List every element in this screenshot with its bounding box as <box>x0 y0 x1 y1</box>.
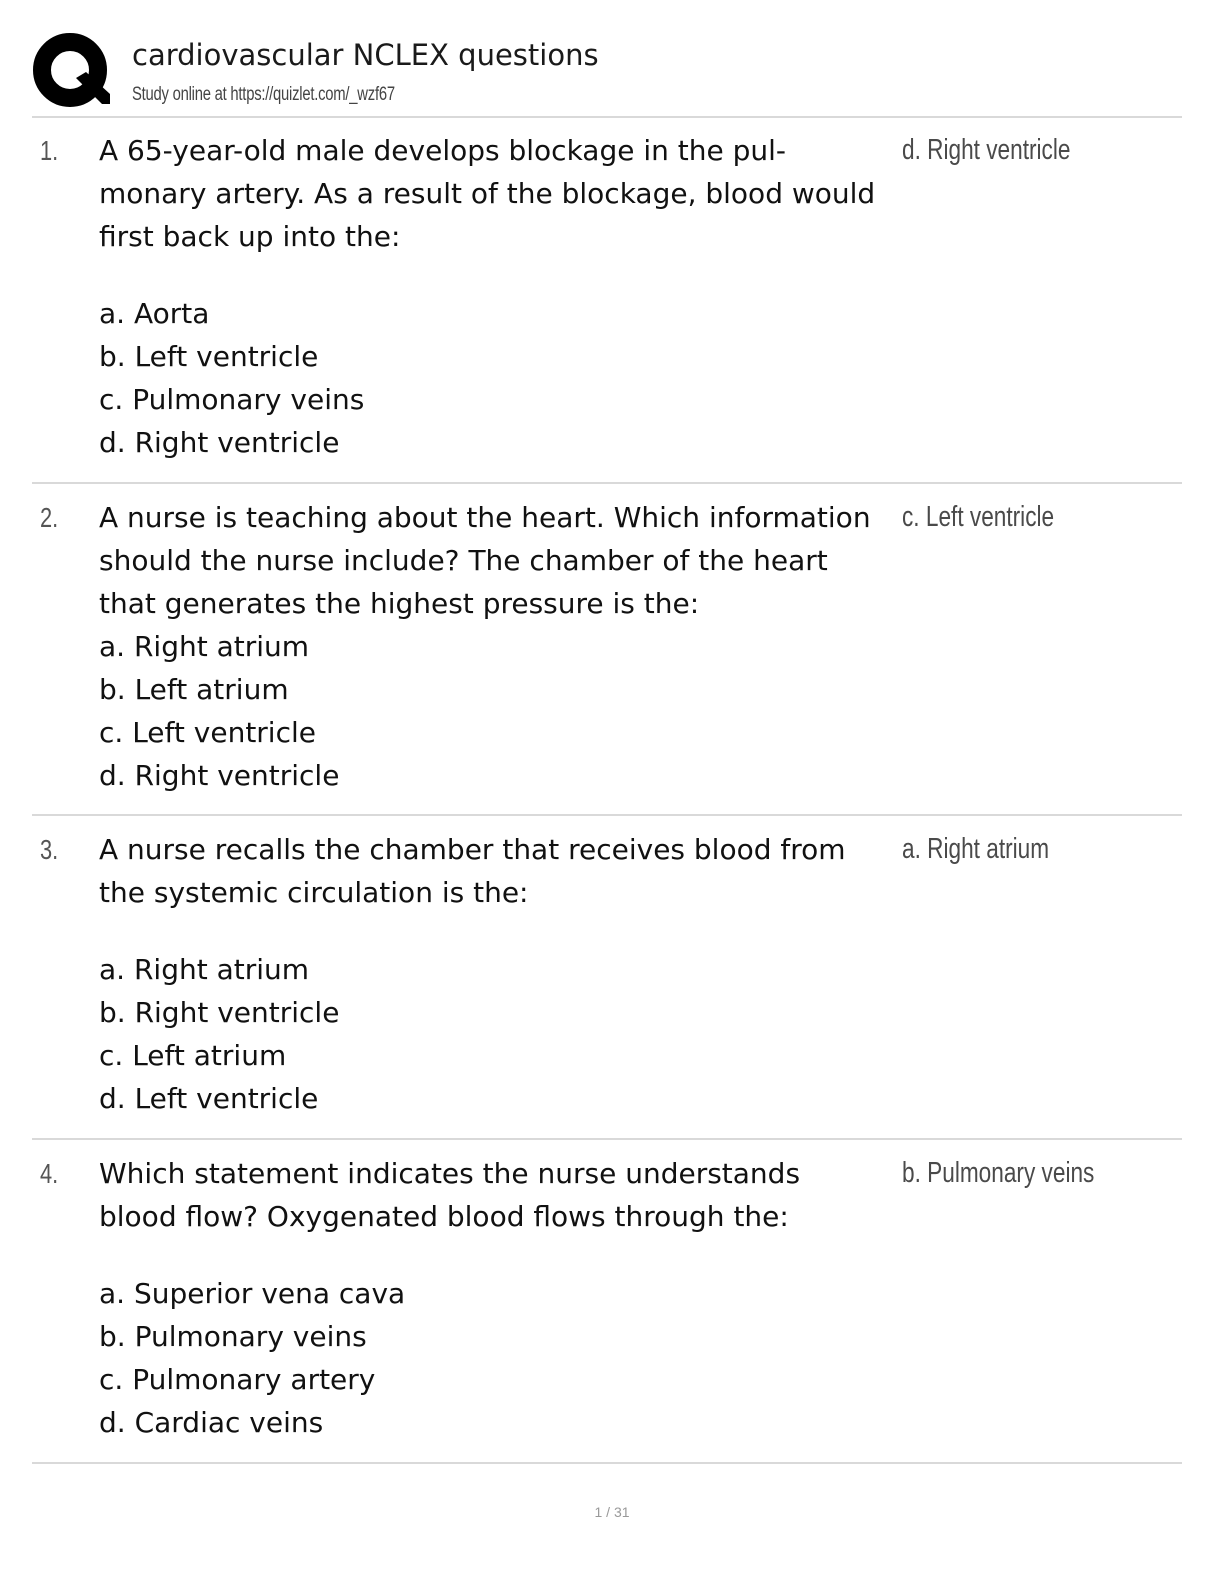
option-a: a. Superior vena cava <box>99 1277 406 1310</box>
divider <box>32 814 1182 816</box>
question-text-line: A 65-year-old male develops blockage in the pul- <box>99 134 787 167</box>
spacer <box>99 258 899 292</box>
divider <box>32 1138 1182 1140</box>
option-d: d. Left ventricle <box>99 1082 319 1115</box>
answer-text: b. Pulmonary veins <box>902 1157 1095 1189</box>
divider <box>32 1462 1182 1464</box>
option-a: a. Aorta <box>99 297 210 330</box>
option-c: c. Left atrium <box>99 1039 287 1072</box>
option-d: d. Right ventricle <box>99 759 340 792</box>
option-d: d. Cardiac veins <box>99 1406 324 1439</box>
question-body <box>99 496 899 797</box>
question-number: 1. <box>40 135 59 166</box>
answer-text: a. Right atrium <box>902 833 1050 865</box>
page-indicator: 1 / 31 <box>594 1504 630 1520</box>
question-text-line: monary artery. As a result of the blockage, blood would <box>99 177 876 210</box>
question-text-line: the systemic circulation is the: <box>99 876 529 909</box>
spacer <box>99 1238 899 1272</box>
option-c: c. Pulmonary artery <box>99 1363 376 1396</box>
divider <box>32 482 1182 484</box>
page-title: cardiovascular NCLEX questions <box>132 38 599 72</box>
study-online-link[interactable]: Study online at https://quizlet.com/_wzf67 <box>132 84 395 105</box>
question-text-line: A nurse is teaching about the heart. Which information <box>99 501 871 534</box>
question-number: 2. <box>40 502 59 533</box>
question-text-line: should the nurse include? The chamber of the heart <box>99 544 828 577</box>
option-a: a. Right atrium <box>99 953 310 986</box>
question-body <box>99 828 899 1120</box>
option-b: b. Left atrium <box>99 673 289 706</box>
option-c: c. Pulmonary veins <box>99 383 365 416</box>
question-body <box>99 1152 899 1444</box>
option-a: a. Right atrium <box>99 630 310 663</box>
question-text-line: that generates the highest pressure is the: <box>99 587 700 620</box>
option-c: c. Left ventricle <box>99 716 316 749</box>
option-b: b. Pulmonary veins <box>99 1320 367 1353</box>
question-text-line: Which statement indicates the nurse understands <box>99 1157 801 1190</box>
option-b: b. Right ventricle <box>99 996 340 1029</box>
question-text-line: first back up into the: <box>99 220 401 253</box>
question-body <box>99 129 899 464</box>
question-text-line: blood flow? Oxygenated blood flows through the: <box>99 1200 789 1233</box>
option-d: d. Right ventricle <box>99 426 340 459</box>
spacer <box>99 914 899 948</box>
quizlet-q-logo-icon <box>32 32 110 110</box>
option-b: b. Left ventricle <box>99 340 319 373</box>
question-text-line: A nurse recalls the chamber that receives blood from <box>99 833 846 866</box>
question-number: 3. <box>40 834 59 865</box>
page-header <box>32 32 1182 116</box>
divider <box>32 116 1182 118</box>
question-number: 4. <box>40 1158 59 1189</box>
answer-text: d. Right ventricle <box>902 134 1071 166</box>
answer-text: c. Left ventricle <box>902 501 1055 533</box>
